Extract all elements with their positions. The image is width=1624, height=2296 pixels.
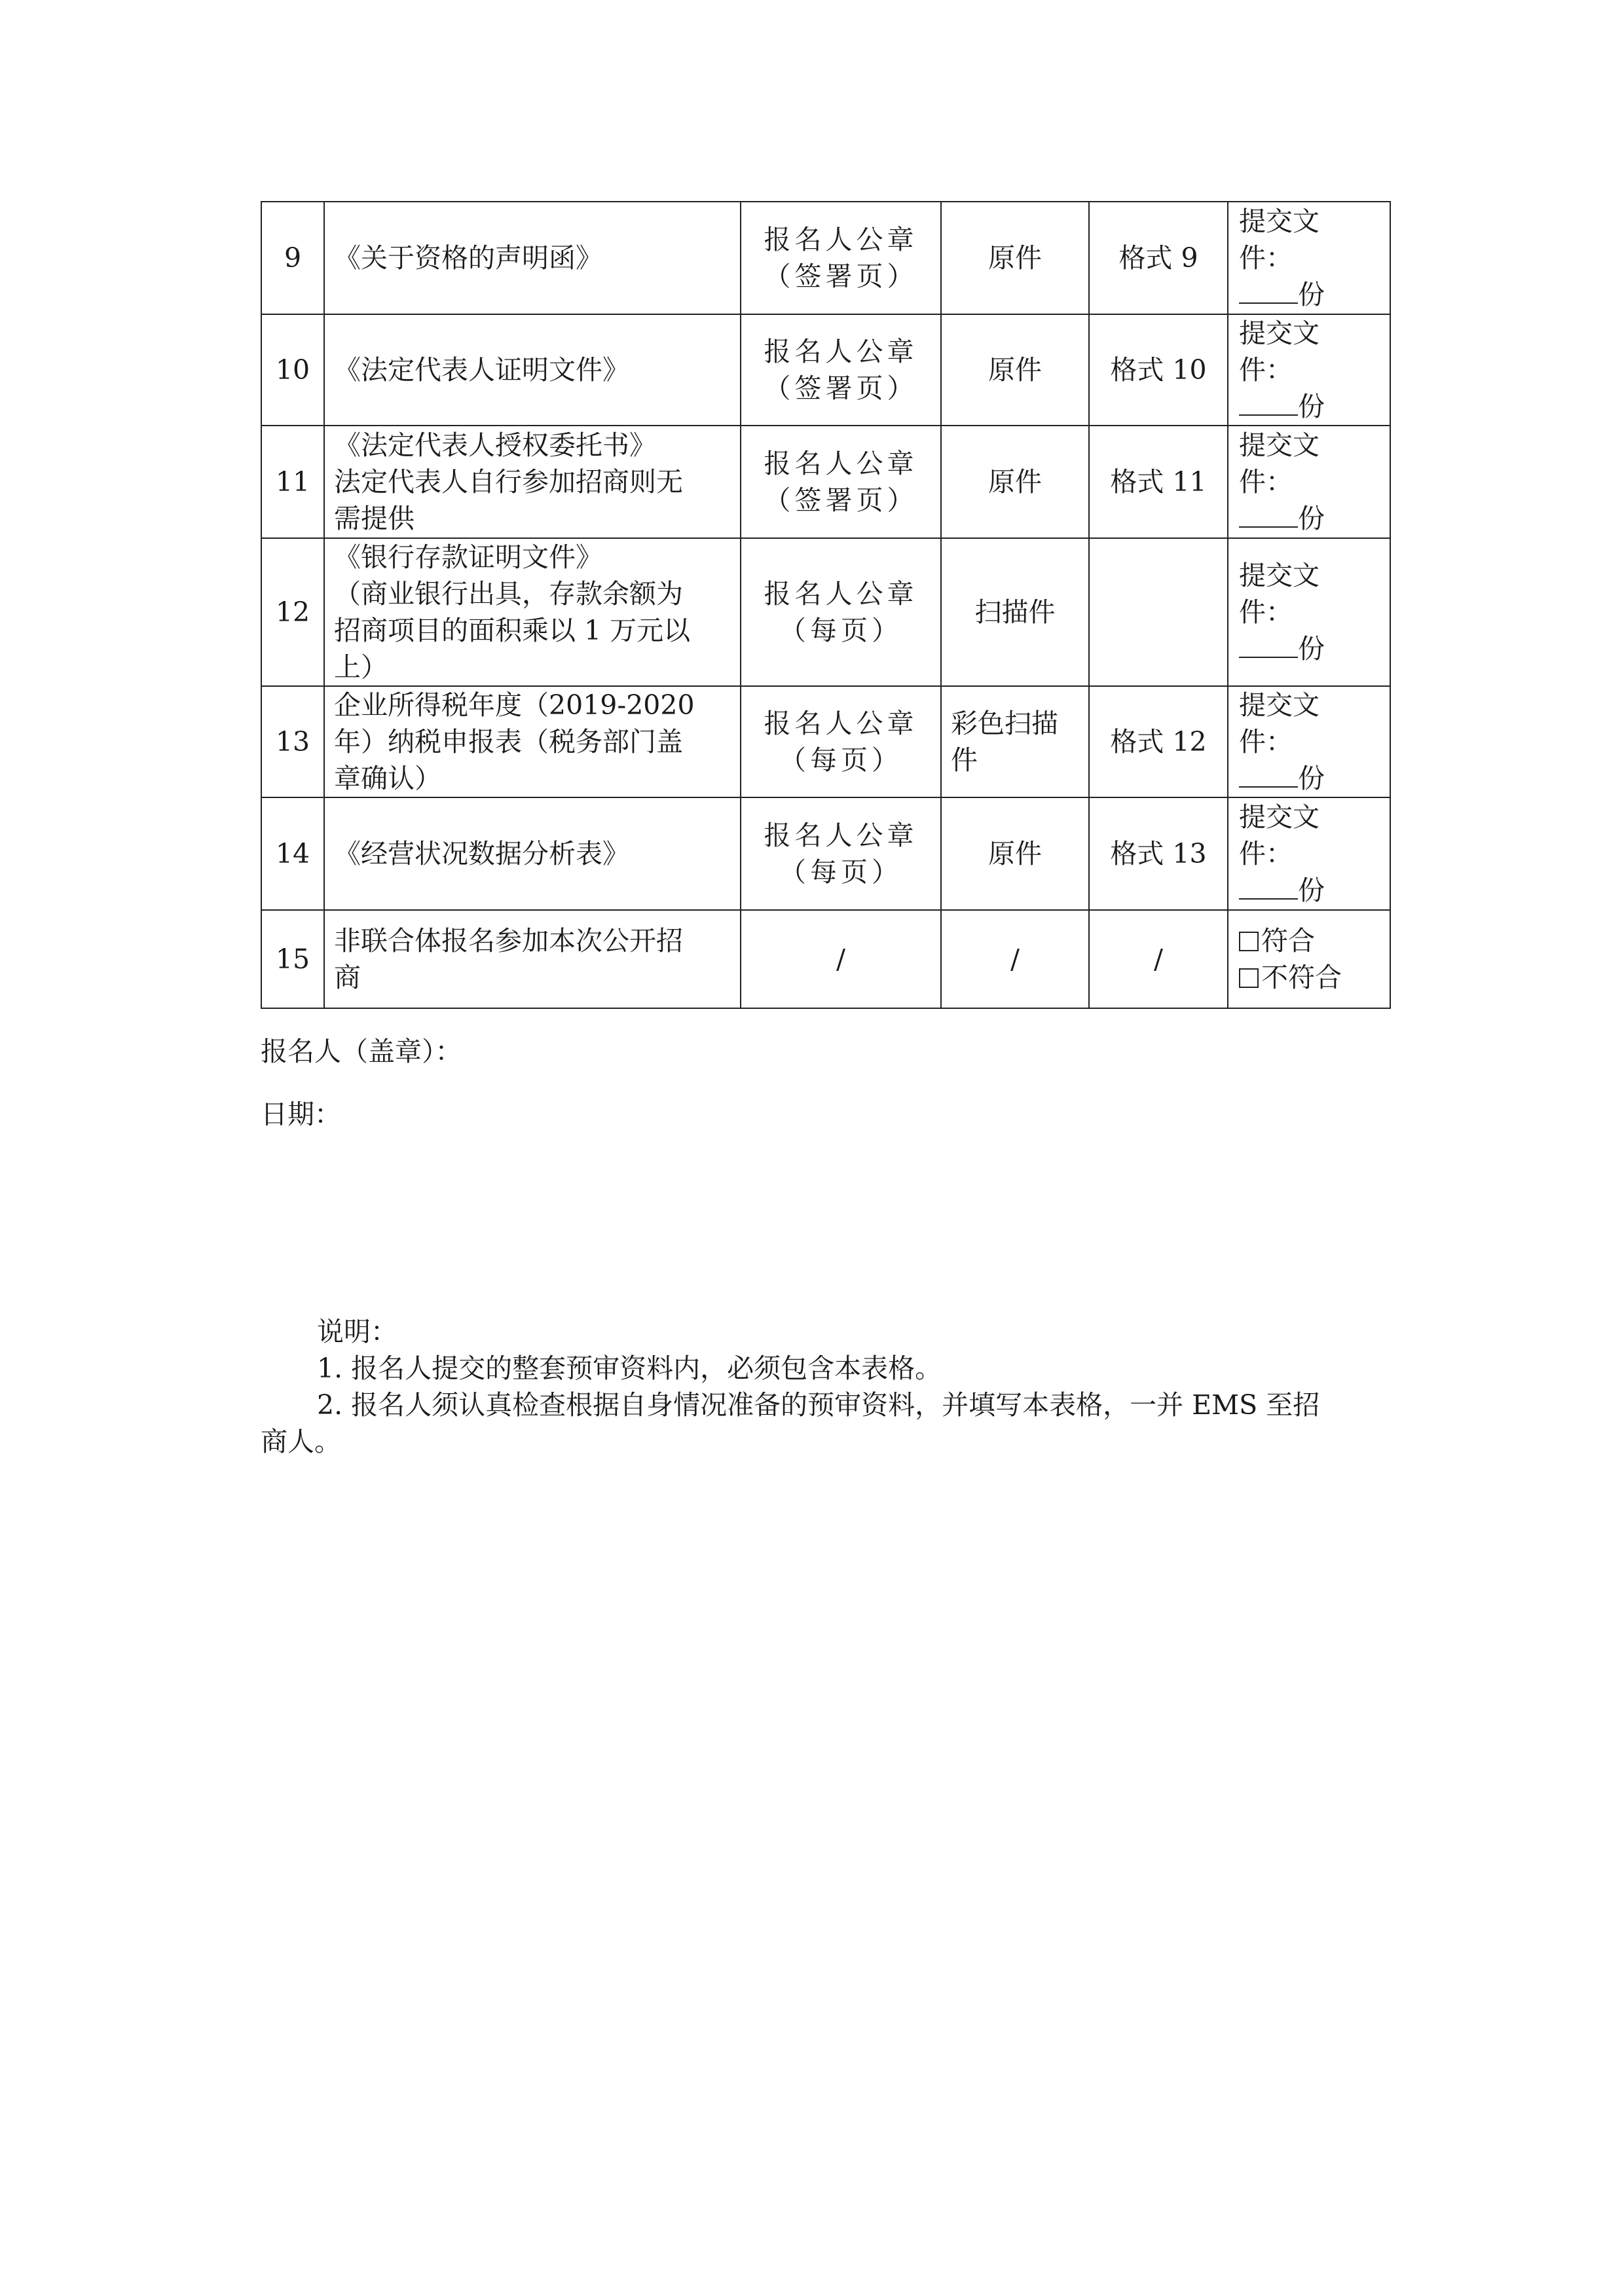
seal-requirement: /	[741, 910, 941, 1008]
seal-requirement: 报名人公章 （每页）	[741, 797, 941, 910]
option-nonconform[interactable]: 不符合	[1239, 959, 1380, 996]
seal-requirement: 报名人公章 （每页）	[741, 538, 941, 686]
table-row	[261, 538, 1390, 686]
seal-requirement: 报名人公章 （签署页）	[741, 314, 941, 426]
format-reference	[1089, 538, 1228, 686]
row-number: 15	[261, 910, 324, 1008]
copies-blank-field[interactable]	[1239, 388, 1298, 416]
date-label: 日期：	[261, 1099, 341, 1130]
table-row-15	[261, 910, 1390, 1008]
document-type: 扫描件	[941, 538, 1089, 686]
document-type: 原件	[941, 426, 1089, 538]
document-type: 原件	[941, 202, 1089, 314]
copies-blank-field[interactable]	[1239, 630, 1298, 658]
copies-blank-field[interactable]	[1239, 276, 1298, 304]
seal-requirement: 报名人公章 （签署页）	[741, 426, 941, 538]
table-row	[261, 686, 1390, 797]
row-number: 14	[261, 797, 324, 910]
submission-count: 提交文 件： 份	[1228, 797, 1390, 910]
document-type: 彩色扫描 件	[941, 686, 1089, 797]
copies-blank-field[interactable]	[1239, 500, 1298, 528]
document-type: 原件	[941, 797, 1089, 910]
format-reference: 格式 10	[1089, 314, 1228, 426]
copies-blank-field[interactable]	[1239, 872, 1298, 900]
document-name: 非联合体报名参加本次公开招 商	[324, 910, 741, 1008]
notes-title: 说明：	[317, 1316, 397, 1347]
copies-blank-field[interactable]	[1239, 760, 1298, 788]
format-reference: 格式 9	[1089, 202, 1228, 314]
document-name: 《法定代表人授权委托书》 法定代表人自行参加招商则无 需提供	[324, 426, 741, 538]
document-type: /	[941, 910, 1089, 1008]
table-row	[261, 202, 1390, 314]
document-checklist-table	[261, 201, 1391, 1009]
document-name: 企业所得税年度（2019-2020 年）纳税申报表（税务部门盖 章确认）	[324, 686, 741, 797]
document-name: 《法定代表人证明文件》	[324, 314, 741, 426]
compliance-options	[1228, 910, 1390, 1008]
row-number: 13	[261, 686, 324, 797]
row-number: 12	[261, 538, 324, 686]
format-reference: 格式 12	[1089, 686, 1228, 797]
submission-count: 提交文 件： 份	[1228, 202, 1390, 314]
notes-item-2: 2. 报名人须认真检查根据自身情况准备的预审资料，并填写本表格，一并 EMS 至招	[317, 1389, 1320, 1421]
notes-item-2-cont: 商人。	[261, 1426, 341, 1457]
row-number: 11	[261, 426, 324, 538]
format-reference: /	[1089, 910, 1228, 1008]
notes-item-1: 1. 报名人提交的整套预审资料内，必须包含本表格。	[317, 1353, 942, 1384]
document-name: 《经营状况数据分析表》	[324, 797, 741, 910]
row-number: 9	[261, 202, 324, 314]
format-reference: 格式 13	[1089, 797, 1228, 910]
table-row	[261, 426, 1390, 538]
format-reference: 格式 11	[1089, 426, 1228, 538]
submission-count: 提交文 件： 份	[1228, 686, 1390, 797]
signer-label: 报名人（盖章）：	[261, 1036, 462, 1067]
checkbox-icon[interactable]	[1239, 968, 1259, 988]
submission-count: 提交文 件： 份	[1228, 426, 1390, 538]
row-number: 10	[261, 314, 324, 426]
submission-count: 提交文 件： 份	[1228, 314, 1390, 426]
document-name: 《关于资格的声明函》	[324, 202, 741, 314]
submission-count: 提交文 件： 份	[1228, 538, 1390, 686]
seal-requirement: 报名人公章 （每页）	[741, 686, 941, 797]
seal-requirement: 报名人公章 （签署页）	[741, 202, 941, 314]
option-conform[interactable]: 符合	[1239, 922, 1380, 959]
document-type: 原件	[941, 314, 1089, 426]
table-row	[261, 797, 1390, 910]
checkbox-icon[interactable]	[1239, 932, 1259, 951]
table-row	[261, 314, 1390, 426]
document-name: 《银行存款证明文件》 （商业银行出具，存款余额为 招商项目的面积乘以 1 万元以 上）	[324, 538, 741, 686]
